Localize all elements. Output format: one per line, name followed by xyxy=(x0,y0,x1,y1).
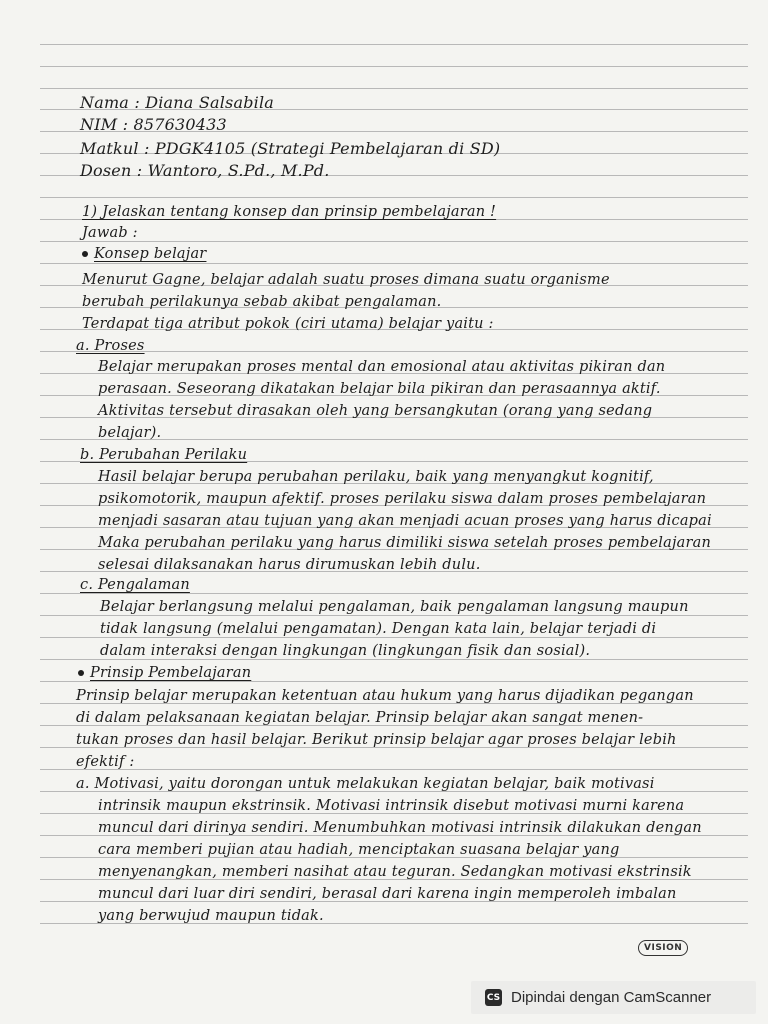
bullet-icon xyxy=(78,670,84,676)
rule-line xyxy=(40,615,748,616)
text-line: Prinsip belajar merupakan ketentuan atau hukum yang harus dijadikan pegangan xyxy=(76,688,694,704)
text-line: menjadi sasaran atau tujuan yang akan menjadi acuan proses yang harus dicapai xyxy=(98,513,712,529)
text-line: efektif : xyxy=(76,754,135,770)
text-line: menyenangkan, memberi nasihat atau teguran. Sedangkan motivasi ekstrinsik xyxy=(98,864,692,880)
text-line: Terdapat tiga atribut pokok (ciri utama) belajar yaitu : xyxy=(82,316,494,332)
text-line: Maka perubahan perilaku yang harus dimiliki siswa setelah proses pembelajaran xyxy=(98,535,712,551)
section-konsep xyxy=(82,246,206,262)
text-line: dalam interaksi dengan lingkungan (lingkungan fisik dan sosial). xyxy=(100,643,591,659)
text-line: yang berwujud maupun tidak. xyxy=(98,908,324,924)
subheading-proses: a. Proses xyxy=(76,338,145,354)
text-line: belajar). xyxy=(98,425,162,441)
student-name: Nama : Diana Salsabila xyxy=(80,93,275,112)
rule-line xyxy=(40,351,748,352)
text-line: perasaan. Seseorang dikatakan belajar bila pikiran dan perasaannya aktif. xyxy=(98,381,661,397)
text-line: Belajar berlangsung melalui pengalaman, baik pengalaman langsung maupun xyxy=(100,599,689,615)
text-line: muncul dari luar diri sendiri, berasal dari karena ingin memperoleh imbalan xyxy=(98,886,677,902)
rule-line xyxy=(40,241,748,242)
text-line: Menurut Gagne, belajar adalah suatu proses dimana suatu organisme xyxy=(82,272,610,288)
answer-label: Jawab : xyxy=(82,225,138,241)
rule-line xyxy=(40,593,748,594)
text-line: selesai dilaksanakan harus dirumuskan lebih dulu. xyxy=(98,557,481,573)
text-line: Hasil belajar berupa perubahan perilaku, baik yang menyangkut kognitif, xyxy=(98,469,654,485)
rule-line xyxy=(40,88,748,89)
text-line: intrinsik maupun ekstrinsik. Motivasi intrinsik disebut motivasi murni karena xyxy=(98,798,685,814)
rule-line xyxy=(40,637,748,638)
section-prinsip-label: Prinsip Pembelajaran xyxy=(90,665,252,681)
rule-line xyxy=(40,197,748,198)
bullet-icon xyxy=(82,251,88,257)
text-line: Aktivitas tersebut dirasakan oleh yang bersangkutan (orang yang sedang xyxy=(98,403,653,419)
rule-line xyxy=(40,263,748,264)
subheading-pengalaman: c. Pengalaman xyxy=(80,577,190,593)
vision-brand-logo: VISION xyxy=(638,940,688,956)
camscanner-icon: CS xyxy=(485,989,502,1006)
lecturer-name: Dosen : Wantoro, S.Pd., M.Pd. xyxy=(80,161,330,180)
text-line: berubah perilakunya sebab akibat pengalaman. xyxy=(82,294,442,310)
rule-line xyxy=(40,681,748,682)
question-heading: 1) Jelaskan tentang konsep dan prinsip pembelajaran ! xyxy=(82,204,497,220)
text-line: cara memberi pujian atau hadiah, menciptakan suasana belajar yang xyxy=(98,842,620,858)
rule-line xyxy=(40,44,748,45)
subheading-perubahan-perilaku: b. Perubahan Perilaku xyxy=(80,447,248,463)
text-line: tukan proses dan hasil belajar. Berikut prinsip belajar agar proses belajar lebih xyxy=(76,732,677,748)
rule-line xyxy=(40,66,748,67)
text-line: muncul dari dirinya sendiri. Menumbuhkan motivasi intrinsik dilakukan dengan xyxy=(98,820,702,836)
section-prinsip xyxy=(78,665,251,681)
text-line: tidak langsung (melalui pengamatan). Dengan kata lain, belajar terjadi di xyxy=(100,621,657,637)
rule-line xyxy=(40,659,748,660)
camscanner-watermark xyxy=(471,981,756,1014)
text-line: psikomotorik, maupun afektif. proses perilaku siswa dalam proses pembelajaran xyxy=(98,491,707,507)
text-line: a. Motivasi, yaitu dorongan untuk melakukan kegiatan belajar, baik motivasi xyxy=(76,776,655,792)
course-name: Matkul : PDGK4105 (Strategi Pembelajaran di SD) xyxy=(80,139,501,158)
student-nim: NIM : 857630433 xyxy=(80,115,227,134)
camscanner-text: Dipindai dengan CamScanner xyxy=(511,989,712,1006)
section-konsep-label: Konsep belajar xyxy=(94,246,207,262)
text-line: di dalam pelaksanaan kegiatan belajar. Prinsip belajar akan sangat menen- xyxy=(76,710,644,726)
text-line: Belajar merupakan proses mental dan emosional atau aktivitas pikiran dan xyxy=(98,359,666,375)
rule-line xyxy=(40,769,748,770)
